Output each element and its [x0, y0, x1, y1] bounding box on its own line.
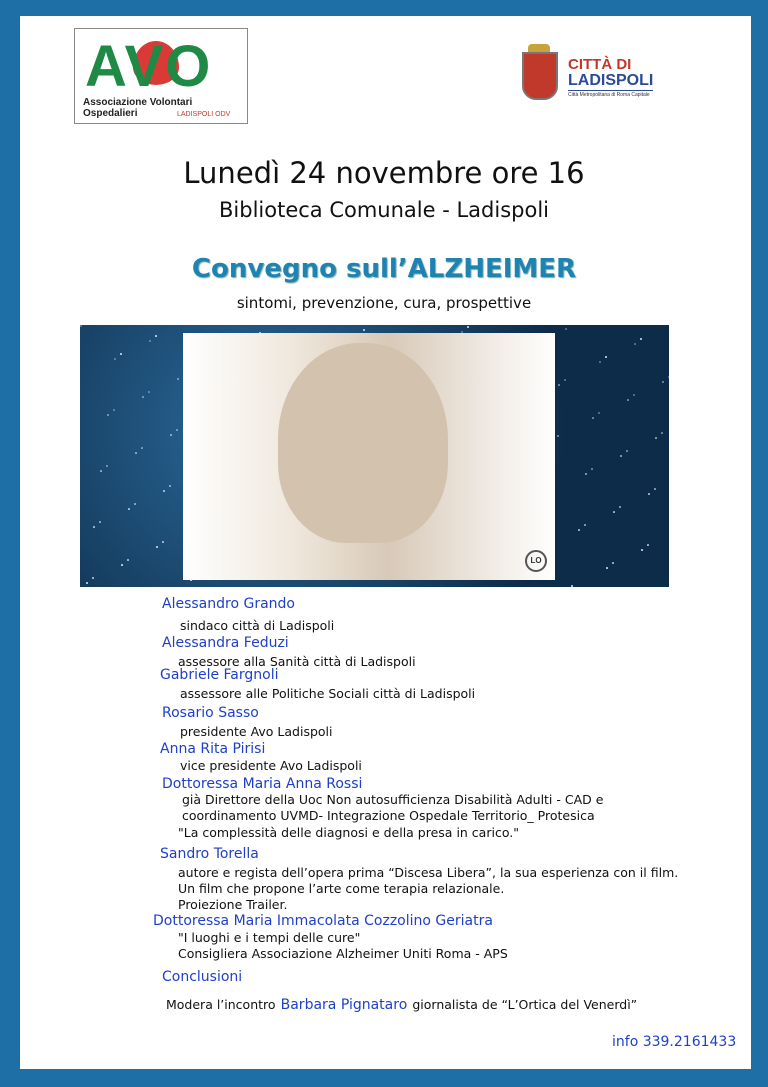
star-dot: [641, 549, 643, 551]
star-dot: [648, 493, 650, 495]
star-dot: [655, 437, 657, 439]
star-dot: [128, 508, 130, 510]
star-dot: [127, 559, 129, 561]
star-dot: [114, 358, 116, 360]
star-dot: [169, 485, 171, 487]
star-dot: [135, 452, 137, 454]
star-dot: [598, 412, 600, 414]
star-dot: [363, 329, 365, 331]
photo-badge: LO: [525, 550, 547, 572]
star-dot: [585, 473, 587, 475]
speaker-name: Sandro Torella: [160, 846, 259, 862]
speaker-name: Alessandra Feduzi: [162, 635, 289, 651]
moderator-prefix: Modera l’incontro: [166, 997, 276, 1012]
speaker-role: Un film che propone l’arte come terapia relazionale.: [178, 881, 505, 896]
speaker-role: autore e regista dell’opera prima “Discesa Libera”, la sua esperienza con il film.: [178, 865, 679, 880]
star-dot: [584, 524, 586, 526]
star-dot: [134, 503, 136, 505]
speaker-role: assessore alla Sanità città di Ladispoli: [178, 654, 416, 669]
speaker-name: Anna Rita Pirisi: [160, 741, 266, 757]
star-dot: [155, 335, 157, 337]
star-dot: [467, 326, 469, 328]
event-venue: Biblioteca Comunale - Ladispoli: [219, 198, 549, 222]
star-dot: [121, 564, 123, 566]
speaker-role: assessore alle Politiche Sociali città di Ladispoli: [180, 686, 476, 701]
speaker-role: Consigliera Associazione Alzheimer Uniti Roma - APS: [178, 946, 508, 961]
star-dot: [106, 465, 108, 467]
star-dot: [86, 582, 88, 584]
star-dot: [647, 544, 649, 546]
star-dot: [661, 432, 663, 434]
head-puzzle-image: [278, 343, 448, 543]
star-dot: [113, 409, 115, 411]
star-dot: [626, 450, 628, 452]
star-dot: [156, 546, 158, 548]
star-dot: [620, 455, 622, 457]
star-dot: [558, 384, 560, 386]
star-dot: [606, 567, 608, 569]
speaker-role: Proiezione Trailer.: [178, 897, 288, 912]
star-dot: [612, 562, 614, 564]
star-dot: [599, 361, 601, 363]
star-dot: [149, 340, 151, 342]
speaker-name: Dottoressa Maria Immacolata Cozzolino Geriatra: [153, 913, 493, 929]
speaker-role: coordinamento UVMD- Integrazione Ospedale Territorio_ Protesica: [182, 808, 595, 823]
star-dot: [668, 376, 669, 378]
star-dot: [654, 488, 656, 490]
star-dot: [99, 521, 101, 523]
crest-icon: [522, 52, 558, 100]
speaker-talk: "I luoghi e i tempi delle cure": [178, 930, 361, 945]
star-dot: [633, 394, 635, 396]
speaker-role: presidente Avo Ladispoli: [180, 724, 333, 739]
star-dot: [591, 468, 593, 470]
star-dot: [93, 526, 95, 528]
star-dot: [565, 328, 567, 330]
conclusion-label: Conclusioni: [162, 969, 243, 985]
star-dot: [170, 434, 172, 436]
star-dot: [162, 541, 164, 543]
star-dot: [564, 379, 566, 381]
avo-logo: [74, 28, 248, 124]
star-dot: [107, 414, 109, 416]
star-dot: [634, 343, 636, 345]
speaker-role: vice presidente Avo Ladispoli: [180, 758, 362, 773]
moderator-suffix: giornalista de “L’Ortica del Venerdì”: [412, 997, 638, 1012]
star-dot: [662, 381, 664, 383]
speaker-role: già Direttore della Uoc Non autosufficienza Disabilità Adulti - CAD e: [182, 792, 604, 807]
star-dot: [176, 429, 178, 431]
avo-sub: LADISPOLI ODV: [177, 111, 231, 118]
star-dot: [120, 353, 122, 355]
avo-letters: AVO: [85, 34, 213, 99]
speaker-name: Dottoressa Maria Anna Rossi: [162, 776, 363, 792]
star-dot: [557, 435, 559, 437]
city-line3: Città Metropolitana di Roma Capitale: [568, 92, 650, 98]
speaker-role: sindaco città di Ladispoli: [180, 618, 335, 633]
alzheimer-illustration: [183, 333, 555, 580]
speaker-name: Alessandro Grando: [162, 596, 295, 612]
city-logo: [518, 42, 658, 108]
star-dot: [177, 378, 179, 380]
star-dot: [163, 490, 165, 492]
info-phone: info 339.2161433: [612, 1034, 737, 1050]
star-dot: [141, 447, 143, 449]
star-dot: [619, 506, 621, 508]
star-dot: [571, 585, 573, 587]
event-date: Lunedì 24 novembre ore 16: [183, 156, 585, 190]
speaker-name: Rosario Sasso: [162, 705, 259, 721]
star-dot: [148, 391, 150, 393]
speaker-name: Gabriele Fargnoli: [160, 667, 279, 683]
speaker-talk: "La complessità delle diagnosi e della presa in carico.": [178, 825, 519, 840]
moderator-name: Barbara Pignataro: [280, 997, 408, 1013]
city-line2: LADISPOLI: [568, 72, 654, 89]
event-subtitle: sintomi, prevenzione, cura, prospettive: [236, 294, 532, 312]
avo-name: Associazione Volontari Ospedalieri: [83, 97, 193, 119]
event-title: Convegno sull’ALZHEIMER: [191, 254, 577, 284]
moderator-line: [166, 994, 637, 1013]
star-dot: [627, 399, 629, 401]
star-dot: [92, 577, 94, 579]
star-dot: [100, 470, 102, 472]
star-dot: [80, 325, 82, 327]
star-dot: [578, 529, 580, 531]
star-dot: [640, 338, 642, 340]
star-dot: [142, 396, 144, 398]
star-dot: [592, 417, 594, 419]
city-line1: CITTÀ DI: [568, 56, 632, 73]
star-dot: [613, 511, 615, 513]
star-dot: [605, 356, 607, 358]
